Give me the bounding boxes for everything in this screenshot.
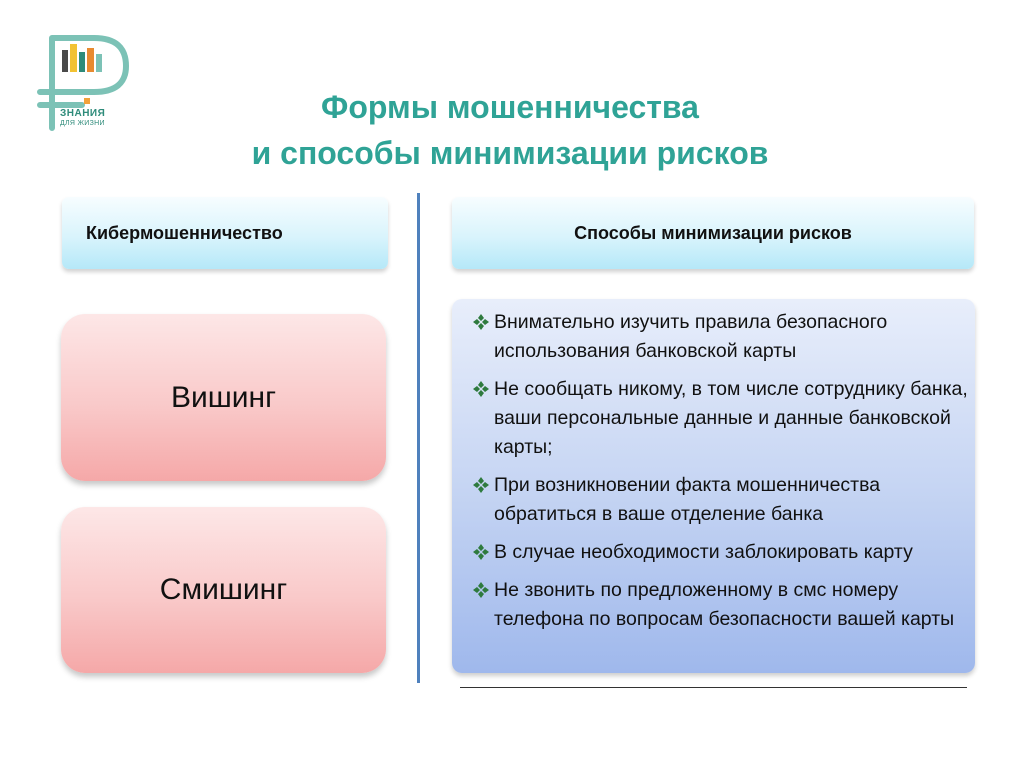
fraud-type-smishing — [61, 507, 386, 673]
logo-word: ЗНАНИЯ — [60, 108, 106, 119]
tip-text: Не сообщать никому, в том числе сотруднику банка, ваши персональные данные и данные банковской карты; — [494, 378, 968, 458]
diamond-bullet-icon — [472, 313, 490, 331]
title-line-2: и способы минимизации рисков — [251, 135, 769, 171]
tips-list — [472, 308, 972, 643]
tip-text: Не звонить по предложенному в смс номеру телефона по вопросам безопасности вашей карты — [494, 579, 955, 630]
tip-item — [472, 538, 972, 567]
tip-item — [472, 471, 972, 529]
risk-methods-header — [452, 197, 974, 269]
title-line-1: Формы мошенничества — [321, 89, 699, 125]
fraud-types-header — [62, 197, 388, 269]
diamond-bullet-icon — [472, 543, 490, 561]
fraud-type-label: Вишинг — [170, 380, 277, 414]
bottom-rule — [460, 687, 967, 688]
slide-title — [150, 84, 870, 176]
ruble-logo — [34, 30, 134, 136]
diamond-bullet-icon — [472, 380, 490, 398]
column-divider — [417, 193, 420, 683]
tip-item — [472, 375, 972, 462]
tip-item — [472, 308, 972, 366]
fraud-type-label: Смишинг — [159, 573, 288, 606]
diamond-bullet-icon — [472, 581, 490, 599]
fraud-type-vishing — [61, 314, 386, 481]
tip-text: В случае необходимости заблокировать карту — [494, 541, 913, 563]
risk-methods-header-label: Способы минимизации рисков — [574, 222, 852, 243]
fraud-types-header-label: Кибермошенничество — [86, 222, 283, 243]
diamond-bullet-icon — [472, 476, 490, 494]
tip-item — [472, 576, 972, 634]
logo-subtitle: ДЛЯ ЖИЗНИ — [60, 120, 105, 127]
tip-text: Внимательно изучить правила безопасного использования банковской карты — [494, 311, 888, 362]
tip-text: При возникновении факта мошенничества обратиться в ваше отделение банка — [494, 474, 881, 525]
